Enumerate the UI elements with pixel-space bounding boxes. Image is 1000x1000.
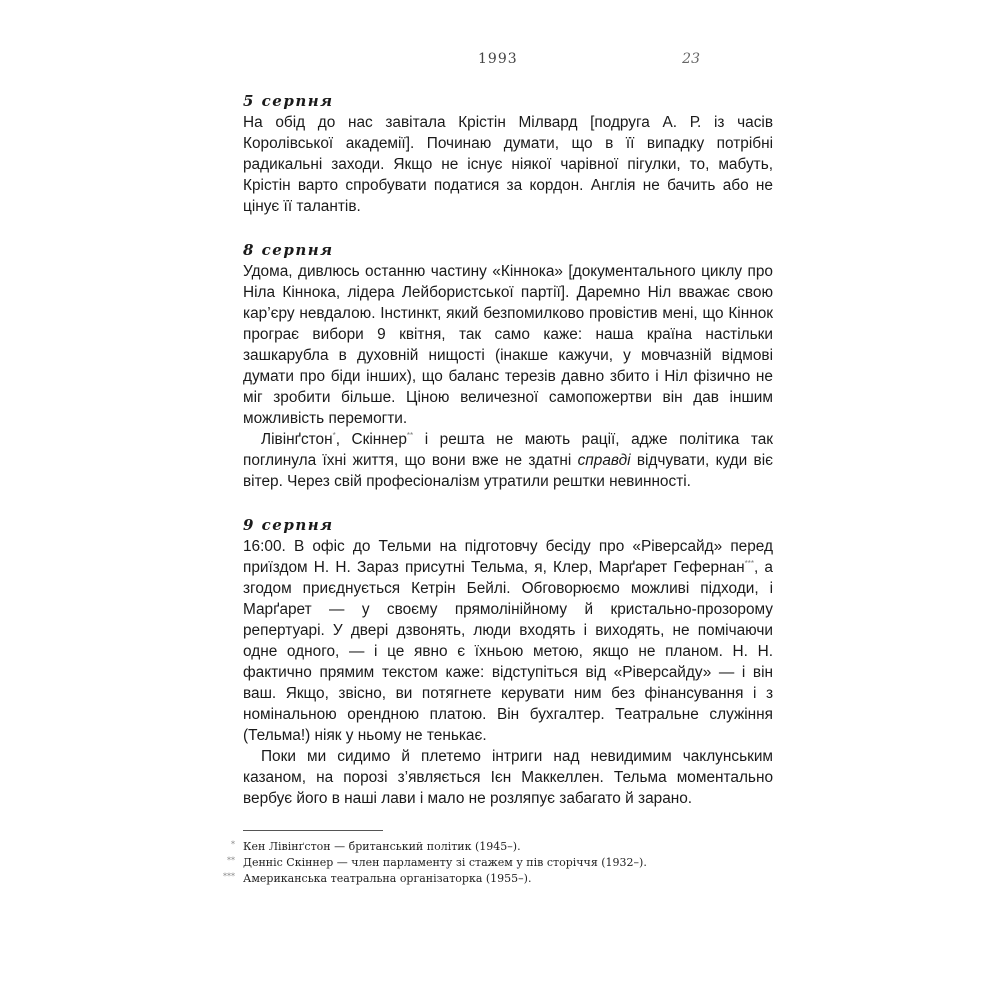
footnote-text: Американська театральна організаторка (1955–). [243,872,532,885]
entry-paragraph [243,429,773,492]
paragraph-text: , а згодом приєднується Кетрін Бейлі. Обговорюємо можливі підходи, і Марґарет — у своєму прямолінійному й кристально-прозорому репертуарі. У двері дзвонять, люди входять і виходять, не помічаючи одне одного, — і це явно є їхньою метою, якщо не планом. Н. Н. фактично прямим текстом каже: відступіться від «Ріверсайду» — і він ваш. Якщо, звісно, ви потягнете керувати ним без фінансування і з номінальною орендною платою. Він бухгалтер. Театральне служіння (Тельма!) ніяк у ньому не тенькає. [243,559,773,744]
footnote-mark: *** [223,872,235,881]
footnote-mark: ** [227,856,235,865]
paragraph-text: Поки ми сидимо й плетемо інтриги над невидимим чаклунським казаном, на порозі з’являється Ієн Маккеллен. Тельма моментально вербує його в наші лави і мало не розляпує забагато й зарано. [243,748,773,807]
diary-entry [243,91,773,217]
footnote [231,839,773,855]
diary-entry [243,515,773,809]
footnote [227,855,773,871]
entry-paragraph [243,261,773,429]
diary-entry [243,240,773,492]
paragraph-text: Лівінґстон [261,431,333,448]
paragraph-text: 16:00. В офіс до Тельми на підготовчу бесіду про «Ріверсайд» перед приїздом Н. Н. Зараз присутні Тельма, я, Клер, Марґарет Гефернан [243,538,773,576]
entry-date: 8 серпня [243,241,334,259]
paragraph-text: На обід до нас завітала Крістін Мілвард [подруга А. Р. із часів Королівської академії]. Починаю думати, що в її випадку потрібні радикальні заходи. Якщо не існує ніякої чарівної пігулки, то, мабуть, Крістін варто спробувати податися за кордон. Англія не бачить або не цінує її талантів. [243,114,773,215]
entry-paragraph [243,746,773,809]
footnote-text: Кен Лівінґстон — британський політик (1945–). [243,840,521,853]
footnote-ref: *** [744,559,754,568]
entry-paragraph [243,536,773,746]
page-number: 23 [682,51,700,67]
footnote-text: Денніс Скіннер — член парламенту зі стажем у пів сторіччя (1932–). [243,856,647,869]
footnote [223,871,773,887]
running-head [243,51,773,71]
footnote-ref: * [332,431,336,440]
paragraph-text: і решта не мають рації, адже політика так поглинула їхні життя, що вони вже не здатні [243,431,774,469]
entry-date: 9 серпня [243,516,334,534]
entry-paragraph [243,112,773,217]
running-head-year: 1993 [478,51,518,67]
diary-entries [243,91,773,832]
paragraph-text: , Скіннер [335,431,407,448]
footnote-divider [243,830,383,831]
footnote-ref: ** [406,431,414,440]
paragraph-text: відчувати, куди віє вітер. Через свій професіоналізм утратили рештки невинності. [243,452,773,490]
emphasized-word: справді [577,452,631,469]
footnote-mark: * [231,840,235,849]
paragraph-text: Удома, дивлюсь останню частину «Кіннока» [документального циклу про Ніла Кіннока, лідера Лейбористської партії]. Даремно Ніл вважає свою кар’єру невдалою. Інстинкт, який безпомилково провістив мені, що Кіннок програє вибори 9 квітня, так само каже: наша країна настільки зашкарубла в духовній нищості (інакше кажучи, у мовчазній відмові думати про біди інших), що баланс терезів давно збито і Ніл фізично не міг зробити більше. Ціною величезної самопожертви він дав іншим можливість перемогти. [243,263,773,427]
entry-date: 5 серпня [243,92,334,110]
footnotes [223,830,773,887]
